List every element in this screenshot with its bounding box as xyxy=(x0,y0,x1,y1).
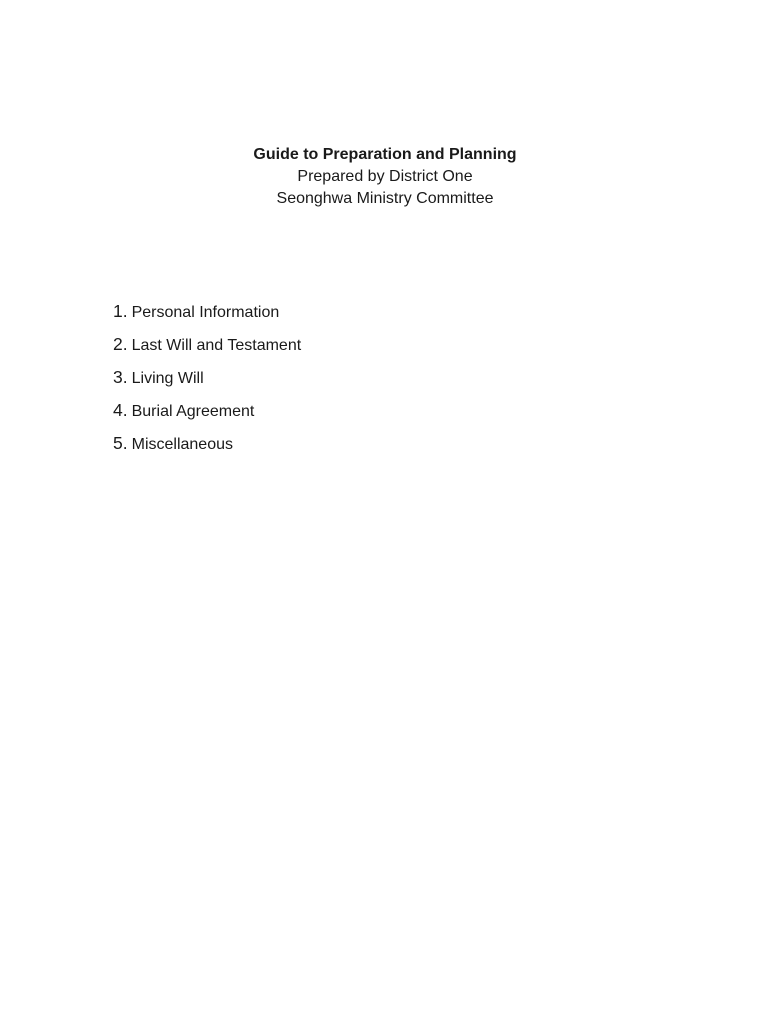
contents-list xyxy=(113,298,301,463)
list-item-label: Burial Agreement xyxy=(131,403,255,420)
committee-line: Seonghwa Ministry Committee xyxy=(276,190,494,207)
list-item-label: Living Will xyxy=(131,370,204,387)
document-header xyxy=(0,144,770,210)
list-item xyxy=(113,298,301,331)
list-item-label: Personal Information xyxy=(131,304,280,321)
list-item xyxy=(113,364,301,397)
list-item-number: 3. xyxy=(113,367,128,387)
list-item-label: Last Will and Testament xyxy=(131,337,302,354)
list-item-label: Miscellaneous xyxy=(131,436,233,453)
list-item-number: 5. xyxy=(113,433,128,453)
prepared-by-line: Prepared by District One xyxy=(297,168,473,185)
list-item-number: 1. xyxy=(113,301,128,321)
list-item-number: 4. xyxy=(113,400,128,420)
list-item xyxy=(113,430,301,463)
document-title: Guide to Preparation and Planning xyxy=(253,146,517,163)
list-item xyxy=(113,397,301,430)
list-item xyxy=(113,331,301,364)
list-item-number: 2. xyxy=(113,334,128,354)
